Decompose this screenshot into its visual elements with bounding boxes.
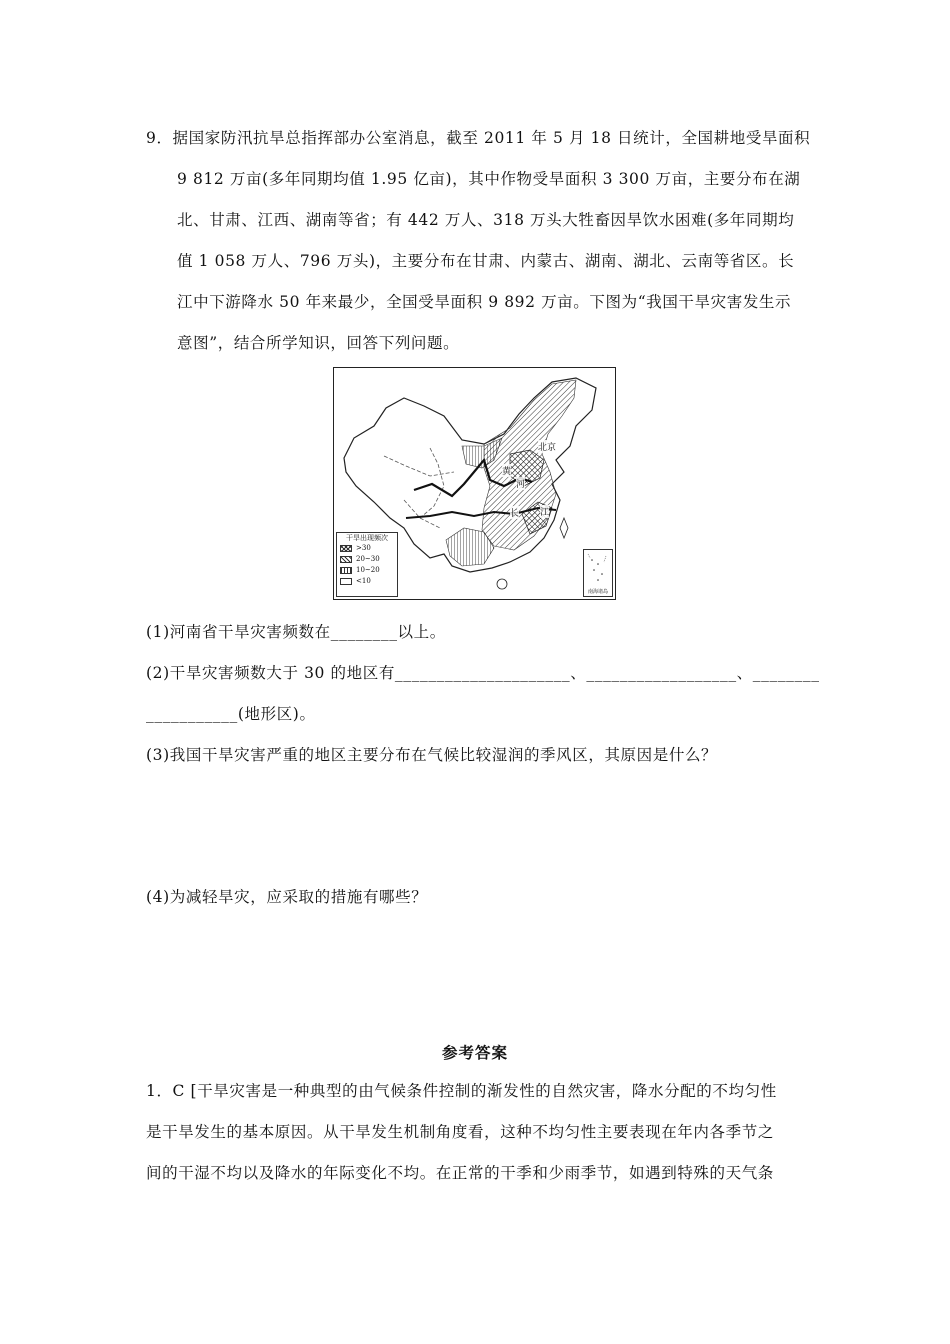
empty-swatch-icon [340,578,352,585]
answer-line-2: 是干旱发生的基本原因。从干旱发生机制角度看，这种不均匀性主要表现在年内各季节之 [146,1123,774,1141]
sub-question-3: (3)我国干旱灾害严重的地区主要分布在气候比较湿润的季风区，其原因是什么？ [146,746,718,764]
legend-title: 干旱出现频次 [346,534,388,542]
islands-dots-icon [584,550,612,588]
diagonal-swatch-icon [340,556,352,563]
answer-line-1: 1．C [干旱灾害是一种典型的由气候条件控制的渐发性的自然灾害，降水分配的不均匀性 [146,1082,777,1100]
question-9-line-3: 北、甘肃、江西、湖南等省；有 442 万人、318 万头大牲畜因旱饮水困难(多年同期均 [177,211,795,229]
question-9-line-1: 9．据国家防汛抗旱总指挥部办公室消息，截至 2011 年 5 月 18 日统计，全国耕地受旱面积 [146,129,811,147]
legend-label: <10 [356,577,371,585]
legend-label: 10~20 [356,566,380,574]
legend-item-over-30 [337,543,397,554]
sub-question-2-line-1: (2)干旱灾害频数大于 30 的地区有_____________________、__________________、________ [146,664,820,682]
sub-question-4: (4)为减轻旱灾，应采取的措施有哪些？ [146,888,428,906]
sub-question-2-line-2: ___________(地形区)。 [146,705,316,723]
question-9-line-2: 9 812 万亩(多年同期均值 1.95 亿亩)，其中作物受旱面积 3 300 万亩，主要分布在湖 [177,170,801,188]
drought-map-figure [333,367,616,600]
sub-question-1: (1)河南省干旱灾害频数在________以上。 [146,623,446,641]
vertical-swatch-icon [340,567,352,574]
legend-item-10-20 [337,565,397,576]
question-9-line-4: 值 1 058 万人、796 万头)，主要分布在甘肃、内蒙古、湖南、湖北、云南等省区。长 [177,252,795,270]
label-he: 河 [516,477,525,490]
legend-label: 20~30 [356,555,380,563]
crosshatch-swatch-icon [340,545,352,552]
label-chang: 长 [510,506,519,519]
legend-label: >30 [356,544,371,552]
map-legend [336,532,398,597]
question-9-line-6: 意图”，结合所学知识，回答下列问题。 [177,334,460,352]
legend-item-20-30 [337,554,397,565]
answer-line-3: 间的干湿不均以及降水的年际变化不均。在正常的干季和少雨季节，如遇到特殊的天气条 [146,1164,774,1182]
label-jiang: 江 [540,505,549,518]
label-beijing: 北京 [538,440,556,453]
inset-label: 南海诸岛 [587,589,608,595]
question-9-line-5: 江中下游降水 50 年来最少，全国受旱面积 9 892 万亩。下图为“我国干旱灾害发生示 [177,293,792,311]
answers-heading: 参考答案 [441,1043,508,1062]
south-china-sea-inset [583,549,613,597]
label-huang: 黄 [502,464,511,477]
legend-item-under-10 [337,576,397,587]
